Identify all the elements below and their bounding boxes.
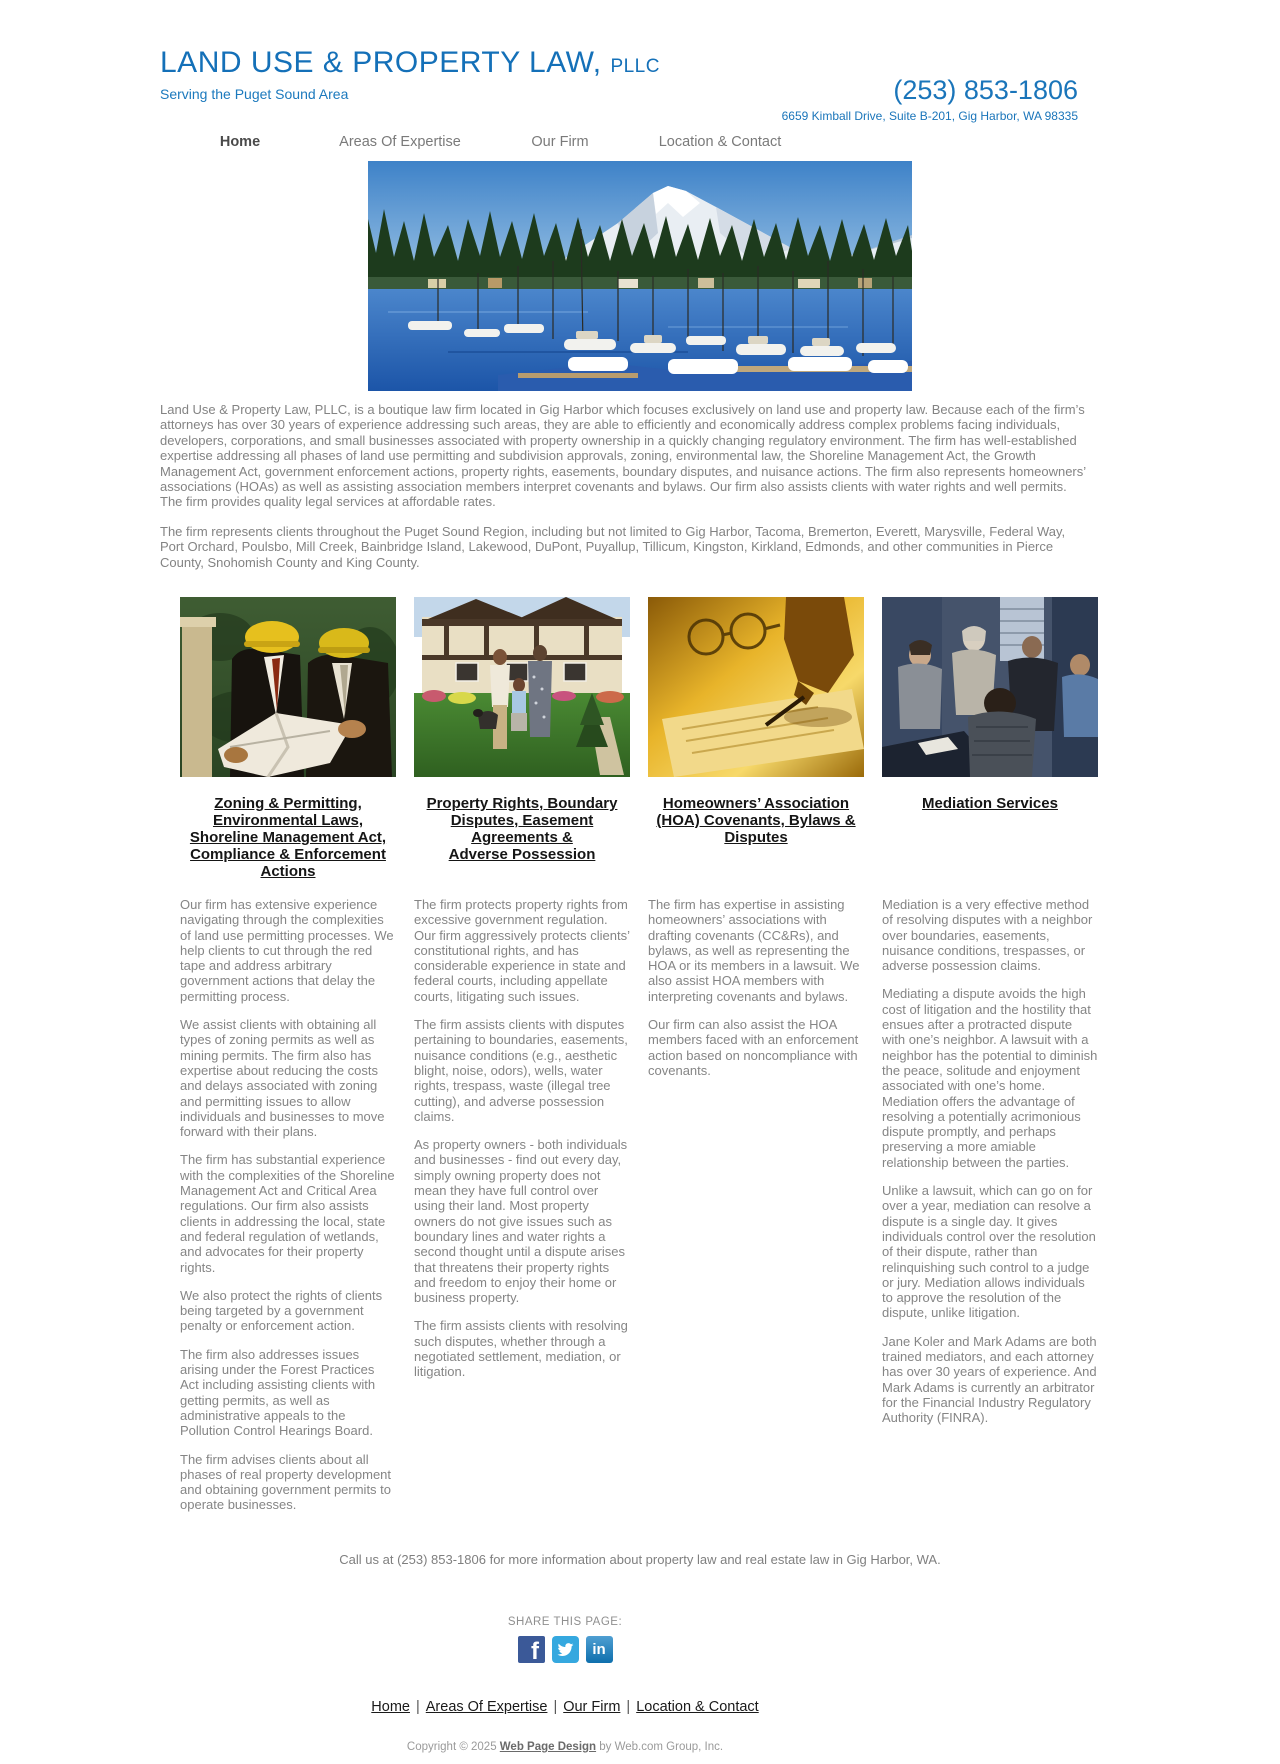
body-paragraph: Jane Koler and Mark Adams are both trained mediators, and each attorney has over 30 years of experience. And Mark Adams is currently an arbitrator for the Financial Industry Regulatory Authority (FINRA). bbox=[882, 1333, 1097, 1426]
separator: | bbox=[626, 1699, 631, 1715]
address: 6659 Kimball Drive, Suite B-201, Gig Harbor, WA 98335 bbox=[781, 108, 1078, 123]
twitter-bird-icon bbox=[557, 1643, 574, 1657]
heading-mediation[interactable]: Mediation Services bbox=[922, 795, 1058, 812]
share-icons bbox=[160, 1636, 970, 1663]
contact-block bbox=[782, 76, 1078, 123]
intro-section bbox=[160, 402, 1088, 584]
body-paragraph: The firm protects property rights from excessive government regulation. Our firm aggressively protects clients’ constitutional rights, and has considerable experience in state and federal courts, including appellate courts, litigating such issues. bbox=[414, 897, 630, 1004]
expertise-columns bbox=[180, 597, 1100, 1526]
column-zoning-permitting bbox=[180, 597, 396, 1526]
nav-item-location-contact[interactable]: Location & Contact bbox=[658, 134, 782, 150]
body-paragraph: Mediating a dispute avoids the high cost of litigation and the hostility that ensues after a protracted dispute with one’s neighbor. A lawsuit with a neighbor has the potential to diminish the peace, solitude and enjoyment associated with one’s home. Mediation offers the advantage of resolving a potentially acrimonious dispute promptly, and perhaps preserving a more amiable relationship between the parties. bbox=[882, 986, 1098, 1170]
planning-blueprints-photo bbox=[180, 597, 396, 777]
column-hoa bbox=[648, 597, 864, 1526]
column-body bbox=[648, 897, 864, 1078]
phone-number: (253) 853-1806 bbox=[893, 75, 1078, 105]
body-paragraph: The firm assists clients with resolving such disputes, whether through a negotiated settlement, mediation, or litigation. bbox=[414, 1318, 628, 1380]
body-paragraph: We assist clients with obtaining all types of zoning permits as well as mining permits. The firm also has expertise about reducing the costs and delays associated with zoning and permitting issues to allow individuals and businesses to move forward with their plans. bbox=[180, 1017, 385, 1140]
call-us-line: Call us at (253) 853-1806 for more information about property law and real estate law in Gig Harbor, WA. bbox=[339, 1552, 941, 1567]
brand-name: LAND USE & PROPERTY LAW, bbox=[160, 46, 602, 79]
heading-hoa[interactable]: Homeowners’ Association (HOA) Covenants, Bylaws & Disputes bbox=[656, 795, 856, 846]
body-paragraph: As property owners - both individuals and businesses - find out every day, simply owning property does not mean they have full control over using their land. Most property owners do not give issues such as boundary lines and water rights a second thought until a dispute arises that threatens their property rights and freedom to enjoy their home or business property. bbox=[414, 1137, 628, 1306]
column-mediation bbox=[882, 597, 1098, 1526]
column-body bbox=[414, 897, 630, 1380]
top-nav bbox=[160, 134, 800, 150]
footer-link-areas-of-expertise[interactable]: Areas Of Expertise bbox=[425, 1699, 548, 1715]
footer-link-home[interactable]: Home bbox=[371, 1699, 410, 1715]
document-signing-photo bbox=[648, 597, 864, 777]
copyright-prefix: Copyright © 2025 bbox=[406, 1741, 500, 1753]
body-paragraph: Mediation is a very effective method of resolving disputes with a neighbor over boundaries, easements, nuisance conditions, trespasses, or adverse possession claims. bbox=[882, 897, 1093, 974]
nav-item-home[interactable]: Home bbox=[219, 134, 261, 150]
harbor-mountain-photo bbox=[368, 161, 912, 391]
body-paragraph: The firm has substantial experience with the complexities of the Shoreline Management Act and Critical Area regulations. Our firm also assists clients in addressing the local, state and federal regulation of wetlands, and advocates for their property rights. bbox=[180, 1152, 395, 1275]
body-paragraph: The firm advises clients about all phases of real property development and obtaining government permits to operate businesses. bbox=[180, 1451, 392, 1513]
linkedin-icon[interactable]: in bbox=[586, 1636, 613, 1663]
heading-property-rights[interactable]: Property Rights, Boundary Disputes, Easement Agreements & Adverse Possession bbox=[426, 795, 618, 863]
share-label: SHARE THIS PAGE: bbox=[507, 1616, 623, 1628]
footer-nav bbox=[160, 1699, 970, 1715]
mediation-meeting-photo bbox=[882, 597, 1098, 777]
intro-paragraph: Land Use & Property Law, PLLC, is a boutique law firm located in Gig Harbor which focuses exclusively on land use and property law. Because each of the firm’s attorneys has over 30 years of experience addressing such areas, they are able to efficiently and economically address complex problems facing individuals, developers, corporations, and small businesses associated with property ownership in a quickly changing regulatory environment. The firm has well-established expertise addressing all phases of land use permitting and subdivision approvals, zoning, environmental law, the Shoreline Management Act, the Growth Management Act, government enforcement actions, property rights, easements, boundary disputes, and nuisance actions. The firm also represents homeowners’ associations (HOAs) as well as assisting association members interpret covenants and bylaws. Our firm also assists clients with water rights and well permits. The firm provides quality legal services at affordable rates. bbox=[160, 402, 1086, 510]
body-paragraph: The firm also addresses issues arising under the Forest Practices Act including assisting clients with getting permits, as well as administrative appeals to the Pollution Control Hearings Board. bbox=[180, 1346, 376, 1439]
web-page-design-link[interactable]: Web Page Design bbox=[499, 1741, 597, 1753]
body-paragraph: Our firm can also assist the HOA members faced with an enforcement action based on noncompliance with covenants. bbox=[648, 1017, 859, 1078]
column-property-rights bbox=[414, 597, 630, 1526]
share-section bbox=[160, 1616, 970, 1663]
body-paragraph: The firm has expertise in assisting homeowners’ associations with drafting covenants (CC&Rs), and bylaws, as well as representing the HOA or its members in a lawsuit. We also assist HOA members with interpreting covenants and bylaws. bbox=[648, 897, 860, 1004]
column-body bbox=[882, 897, 1098, 1426]
twitter-icon[interactable] bbox=[552, 1636, 579, 1663]
column-body bbox=[180, 897, 396, 1513]
footer-link-our-firm[interactable]: Our Firm bbox=[563, 1699, 621, 1715]
body-paragraph: Our firm has extensive experience navigating through the complexities of land use permitting processes. We help clients to cut through the red tape and address arbitrary government actions that delay the permitting process. bbox=[180, 897, 394, 1004]
footer-link-location-contact[interactable]: Location & Contact bbox=[636, 1699, 759, 1715]
page-title bbox=[160, 46, 660, 80]
body-paragraph: We also protect the rights of clients being targeted by a government penalty or enforcement action. bbox=[180, 1287, 383, 1334]
brand-tagline: Serving the Puget Sound Area bbox=[160, 86, 349, 102]
copyright-line bbox=[160, 1741, 970, 1753]
copyright-suffix: by Web.com Group, Inc. bbox=[596, 1741, 724, 1753]
brand-suffix: PLLC bbox=[610, 56, 660, 77]
body-paragraph: The firm assists clients with disputes pertaining to boundaries, easements, nuisance conditions (e.g., aesthetic blight, noise, odors), wells, water rights, trespass, waste (illegal tree cutting), and adverse possession claims. bbox=[414, 1017, 628, 1124]
separator: | bbox=[553, 1699, 558, 1715]
body-paragraph: Unlike a lawsuit, which can go on for over a year, mediation can resolve a dispute is a single day. It gives individuals control over the resolution of their dispute, rather than relinquishing such control to a judge or jury. Mediation allows individuals to approve the resolution of the dispute, unlike litigation. bbox=[882, 1183, 1096, 1321]
nav-item-our-firm[interactable]: Our Firm bbox=[531, 134, 589, 150]
intro-paragraph: The firm represents clients throughout the Puget Sound Region, including but not limited to Gig Harbor, Tacoma, Bremerton, Everett, Marysville, Federal Way, Port Orchard, Poulsbo, Mill Creek, Bainbridge Island, Lakewood, DuPont, Puyallup, Tillicum, Kingston, Kirkland, Edmonds, and other communities in Pierce County, Snohomish County and King County. bbox=[160, 523, 1066, 570]
separator: | bbox=[415, 1699, 420, 1715]
nav-item-areas-of-expertise[interactable]: Areas Of Expertise bbox=[339, 134, 461, 150]
brand bbox=[160, 46, 660, 102]
facebook-icon[interactable]: f bbox=[518, 1636, 545, 1663]
heading-zoning-permitting[interactable]: Zoning & Permitting, Environmental Laws, Shoreline Management Act, Compliance & Enforcement Actions bbox=[189, 795, 387, 880]
family-home-photo bbox=[414, 597, 630, 777]
